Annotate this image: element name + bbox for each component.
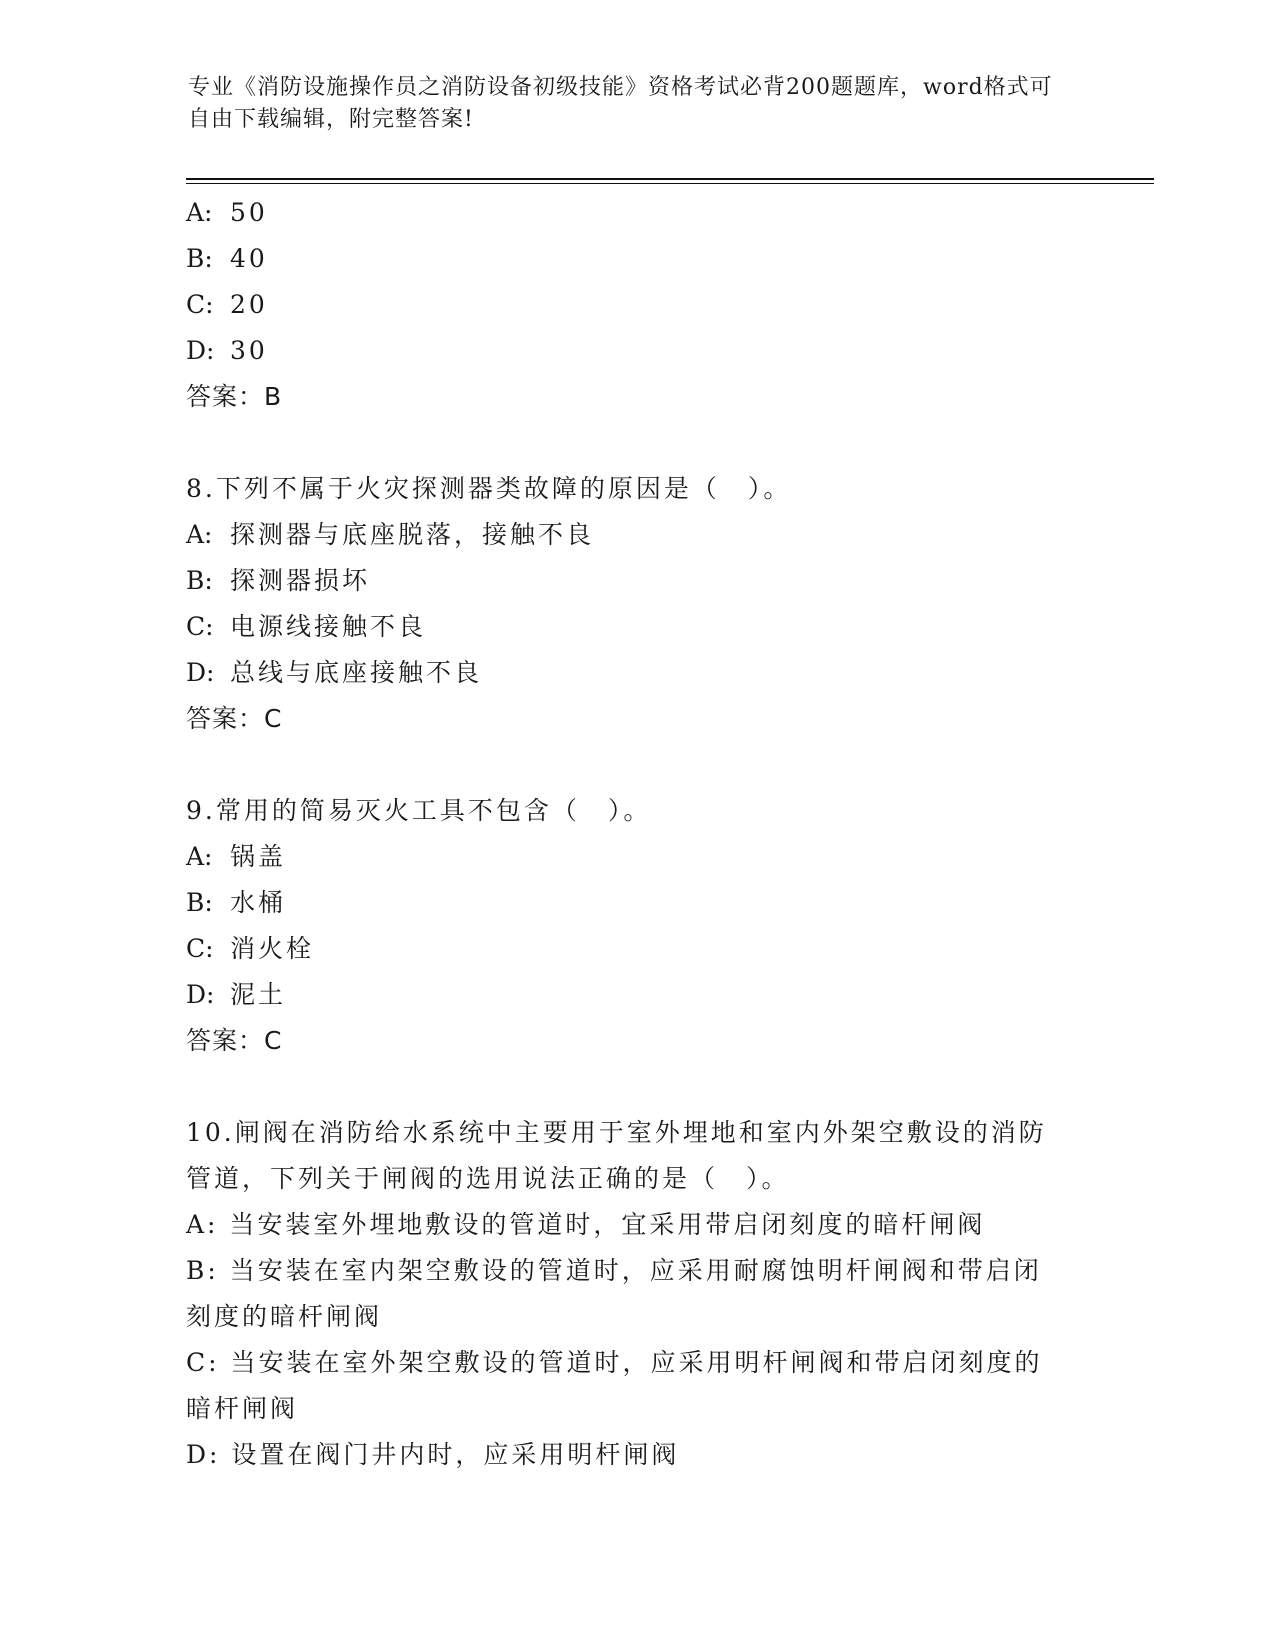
prev-question (186, 190, 1086, 420)
option-d: D: 设置在阀门井内时，应采用明杆闸阀 (186, 1440, 680, 1469)
answer-line: 答案：B (186, 382, 283, 411)
option-b: B: 当安装在室内架空敷设的管道时，应采用耐腐蚀明杆闸阀和带启闭 (186, 1256, 1042, 1285)
option-d: D: 总线与底座接触不良 (186, 658, 483, 687)
option-a: A: 50 (186, 198, 268, 227)
document-header: 专业《消防设施操作员之消防设备初级技能》资格考试必背200题题库，word格式可自由下载编辑，附完整答案! (188, 75, 1053, 132)
question-stem-line-1: 10.闸阀在消防给水系统中主要用于室外埋地和室内外架空敷设的消防 (186, 1118, 1047, 1147)
option-b: B: 40 (186, 244, 268, 273)
question-stem-line-2: 管道，下列关于闸阀的选用说法正确的是（ ）。 (186, 1164, 790, 1193)
option-c: C: 当安装在室外架空敷设的管道时，应采用明杆闸阀和带启闭刻度的 (186, 1348, 1043, 1377)
question-content (186, 190, 1086, 1478)
answer-line: 答案：C (186, 704, 283, 733)
question-10 (186, 1110, 1086, 1478)
question-8 (186, 466, 1086, 742)
option-d: D: 30 (186, 336, 268, 365)
option-d: D: 泥土 (186, 980, 287, 1009)
question-9 (186, 788, 1086, 1064)
option-c: C: 20 (186, 290, 268, 319)
question-stem: 9.常用的简易灭火工具不包含（ ）。 (186, 796, 652, 825)
option-c: C: 电源线接触不良 (186, 612, 427, 641)
question-stem: 8.下列不属于火灾探测器类故障的原因是（ ）。 (186, 474, 792, 503)
option-a: A: 当安装室外埋地敷设的管道时，宜采用带启闭刻度的暗杆闸阀 (186, 1210, 986, 1239)
header-divider-thin (186, 183, 1154, 184)
option-a: A: 探测器与底座脱落，接触不良 (186, 520, 595, 549)
header-divider (186, 178, 1154, 180)
option-c: C: 消火栓 (186, 934, 315, 963)
option-a: A: 锅盖 (186, 842, 287, 871)
option-b: B: 水桶 (186, 888, 287, 917)
option-b: B: 探测器损坏 (186, 566, 371, 595)
option-b-continued: 刻度的暗杆闸阀 (186, 1302, 383, 1331)
answer-line: 答案：C (186, 1026, 283, 1055)
option-c-continued: 暗杆闸阀 (186, 1394, 299, 1423)
